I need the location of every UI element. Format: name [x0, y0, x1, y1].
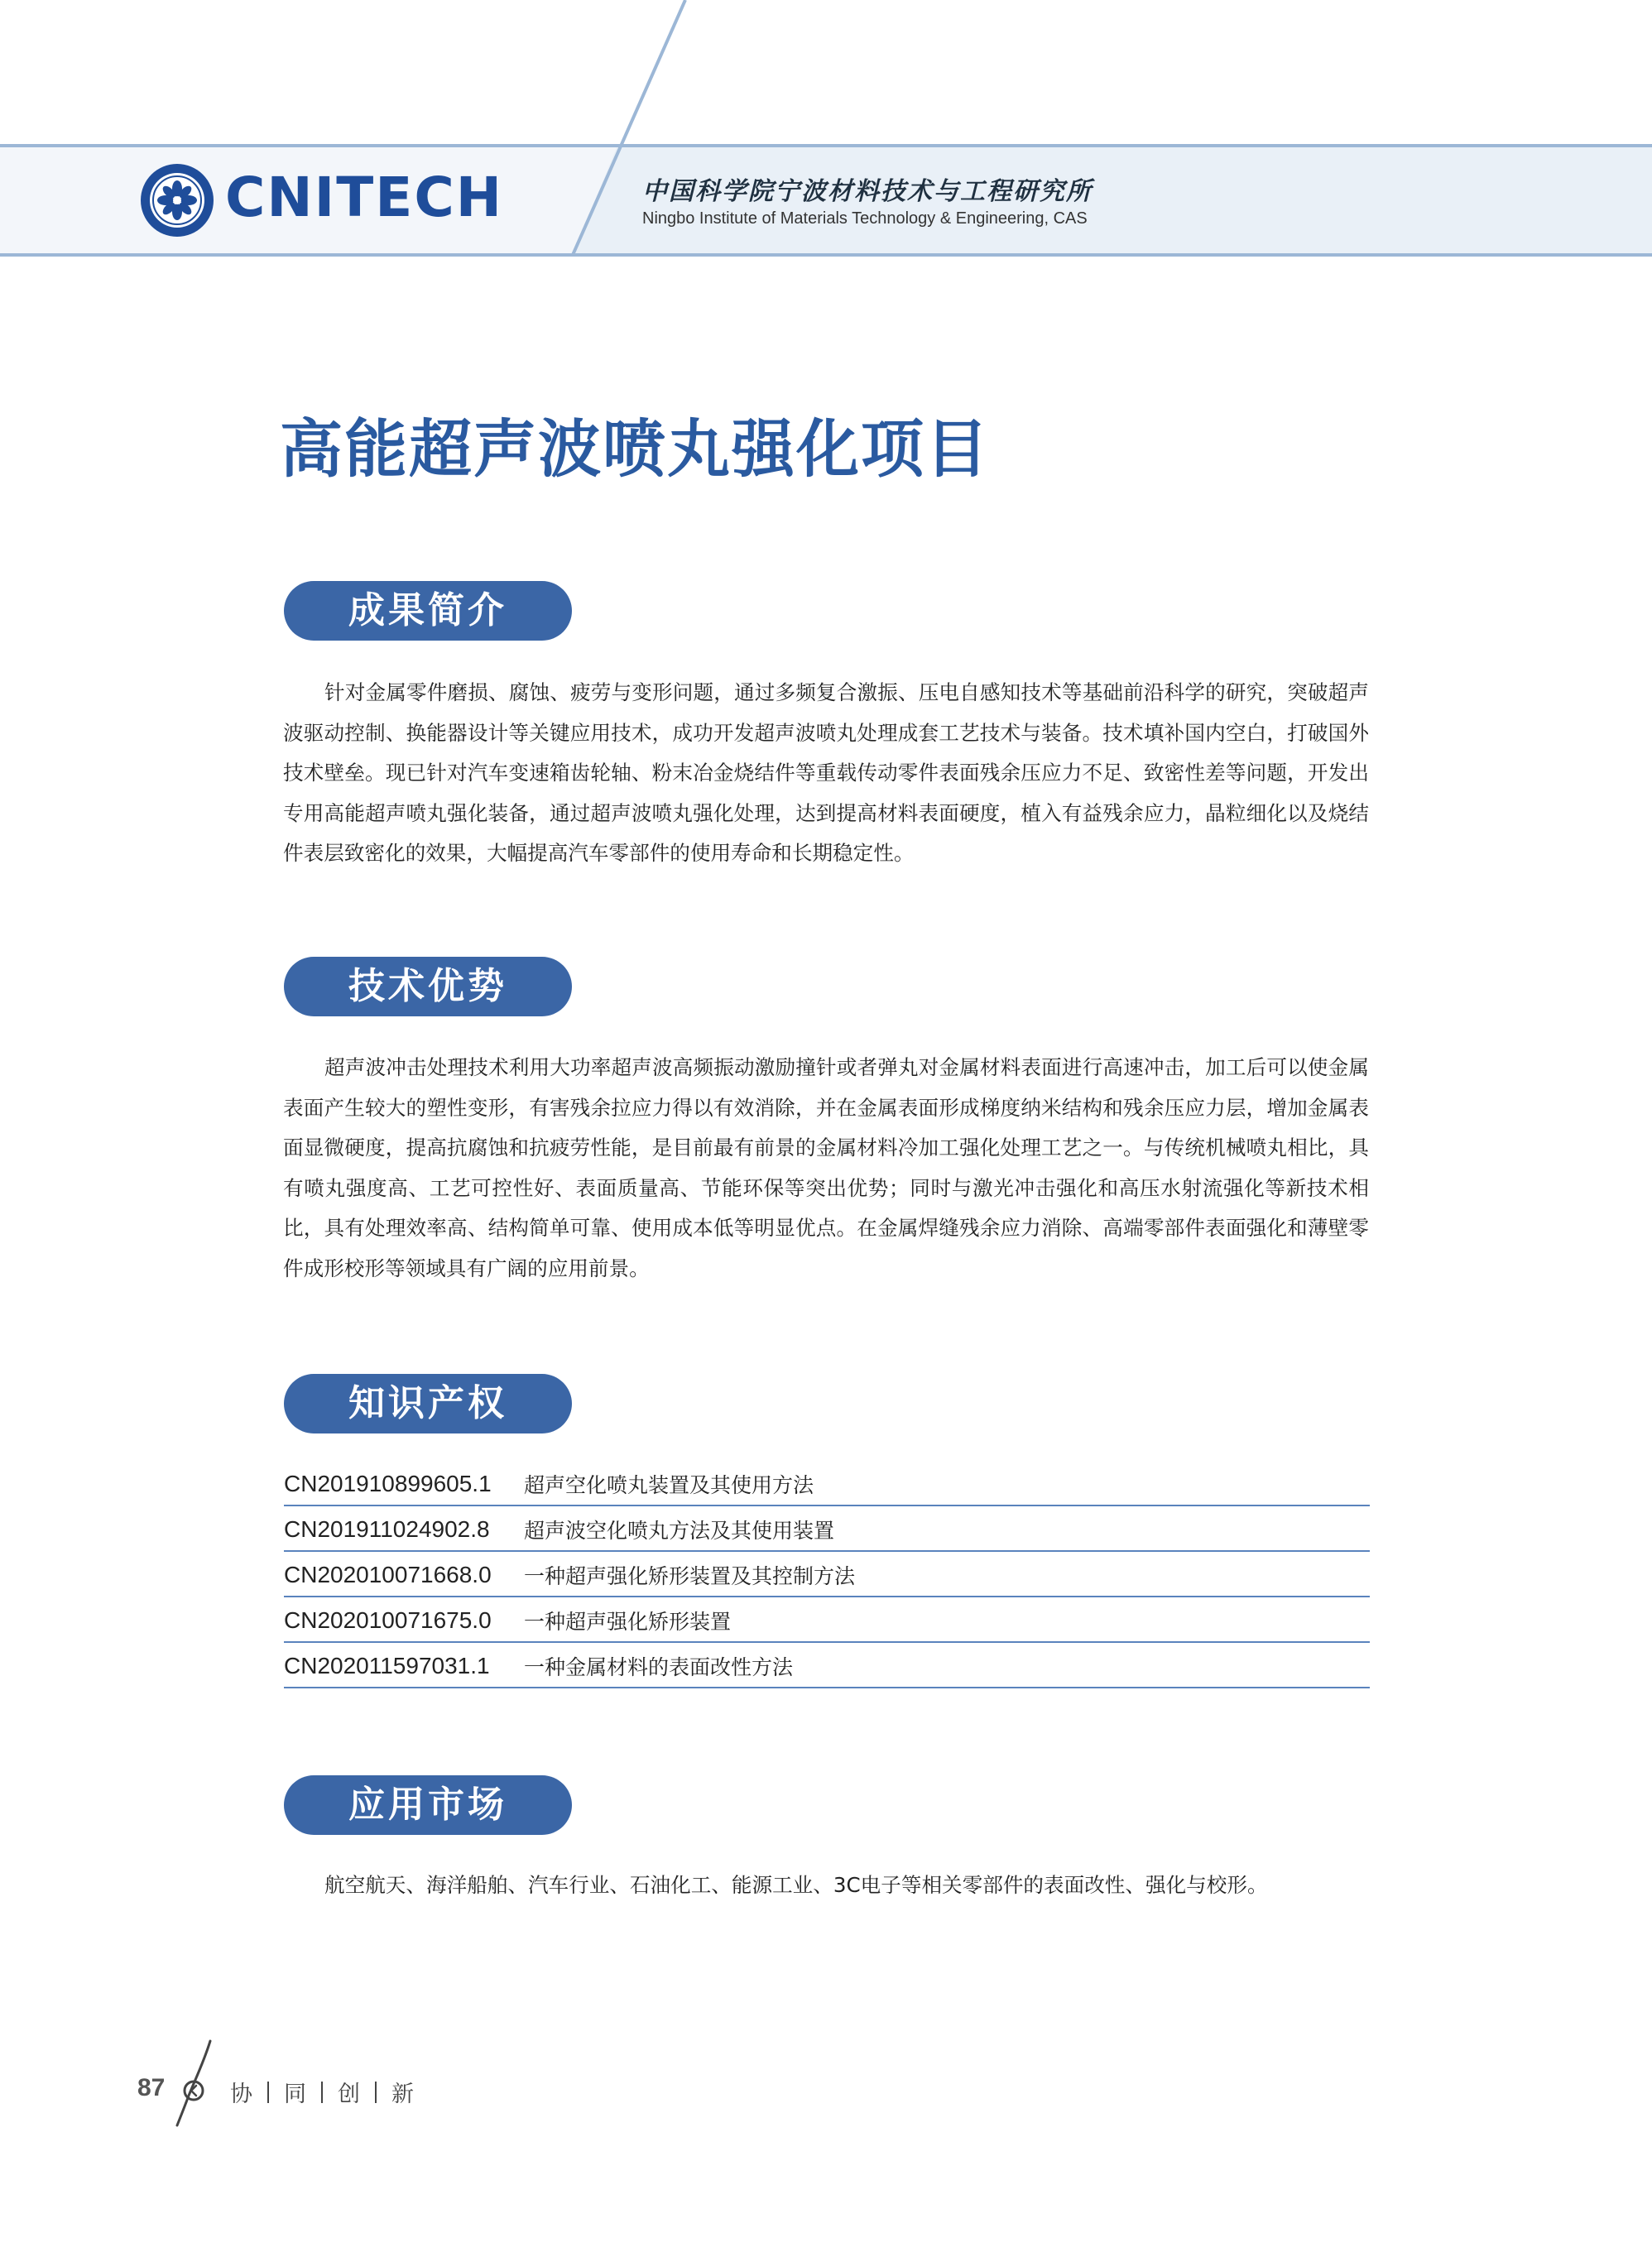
- section-heading-advantages: 技术优势: [284, 957, 572, 1016]
- slogan-char: 同: [284, 2082, 306, 2107]
- patent-number: CN201911024902.8: [284, 1515, 490, 1542]
- patent-number: CN202010071675.0: [284, 1606, 492, 1633]
- section-heading-ip: 知识产权: [284, 1374, 572, 1433]
- slogan-char: 创: [338, 2082, 360, 2107]
- slogan-char: 协: [230, 2082, 252, 2107]
- footer-slogan: [230, 2076, 414, 2108]
- slogan-divider: [321, 2082, 323, 2103]
- patent-row: [284, 1553, 1370, 1597]
- page-title: 高能超声波喷丸强化项目: [280, 412, 990, 486]
- slogan-char: 新: [391, 2082, 414, 2107]
- patent-name: 超声空化喷丸装置及其使用方法: [524, 1472, 814, 1497]
- patent-number: CN202010071668.0: [284, 1561, 492, 1587]
- cnitech-logo: CNITECH: [225, 166, 504, 229]
- patent-name: 一种超声强化矫形装置及其控制方法: [524, 1563, 856, 1588]
- section-heading-market: 应用市场: [284, 1775, 572, 1835]
- patent-row: [284, 1599, 1370, 1643]
- page-number: 87: [137, 2074, 166, 2101]
- slogan-divider: [267, 2082, 269, 2103]
- institute-name-cn: 中国科学院宁波材料技术与工程研究所: [642, 177, 1093, 206]
- patent-row: [284, 1645, 1370, 1688]
- cas-emblem-icon: [139, 162, 215, 238]
- patent-name: 一种超声强化矫形装置: [524, 1609, 732, 1634]
- advantages-paragraph: 超声波冲击处理技术利用大功率超声波高频振动激励撞针或者弹丸对金属材料表面进行高速冲击，加工后可以使金属表面产生较大的塑性变形，有害残余拉应力得以有效消除，并在金属表面形成梯度纳米结构和残余压应力层，增加金属表面显微硬度，提高抗腐蚀和抗疲劳性能，是目前最有前景的金属材料冷加工强化处理工艺之一。与传统机械喷丸相比，具有喷丸强度高、工艺可控性好、表面质量高、节能环保等突出优势；同时与激光冲击强化和高压水射流强化等新技术相比，具有处理效率高、结构简单可靠、使用成本低等明显优点。在金属焊缝残余应力消除、高端零部件表面强化和薄壁零件成形校形等领域具有广阔的应用前景。: [283, 1055, 1369, 1280]
- institute-name-en: Ningbo Institute of Materials Technology & Engineering, CAS: [642, 209, 1088, 228]
- section-heading-intro: 成果简介: [284, 581, 572, 641]
- patent-number: CN202011597031.1: [284, 1652, 490, 1678]
- patent-name: 超声波空化喷丸方法及其使用装置: [524, 1518, 835, 1543]
- header-band: [0, 0, 1652, 273]
- patent-list: [284, 1462, 1370, 1690]
- patent-row: [284, 1508, 1370, 1552]
- patent-name: 一种金属材料的表面改性方法: [524, 1654, 794, 1679]
- market-paragraph: 航空航天、海洋船舶、汽车行业、石油化工、能源工业、3C电子等相关零部件的表面改性、强化与校形。: [324, 1873, 1268, 1897]
- slogan-divider: [375, 2082, 377, 2103]
- patent-row: [284, 1462, 1370, 1506]
- intro-paragraph: 针对金属零件磨损、腐蚀、疲劳与变形问题，通过多频复合激振、压电自感知技术等基础前沿科学的研究，突破超声波驱动控制、换能器设计等关键应用技术，成功开发超声波喷丸处理成套工艺技术与装备。技术填补国内空白，打破国外技术壁垒。现已针对汽车变速箱齿轮轴、粉末冶金烧结件等重载传动零件表面残余压应力不足、致密性差等问题，开发出专用高能超声喷丸强化装备，通过超声波喷丸强化处理，达到提高材料表面硬度，植入有益残余应力，晶粒细化以及烧结件表层致密化的效果，大幅提高汽车零部件的使用寿命和长期稳定性。: [283, 680, 1369, 866]
- footer-swirl-icon: [170, 2038, 228, 2129]
- patent-number: CN201910899605.1: [284, 1470, 492, 1496]
